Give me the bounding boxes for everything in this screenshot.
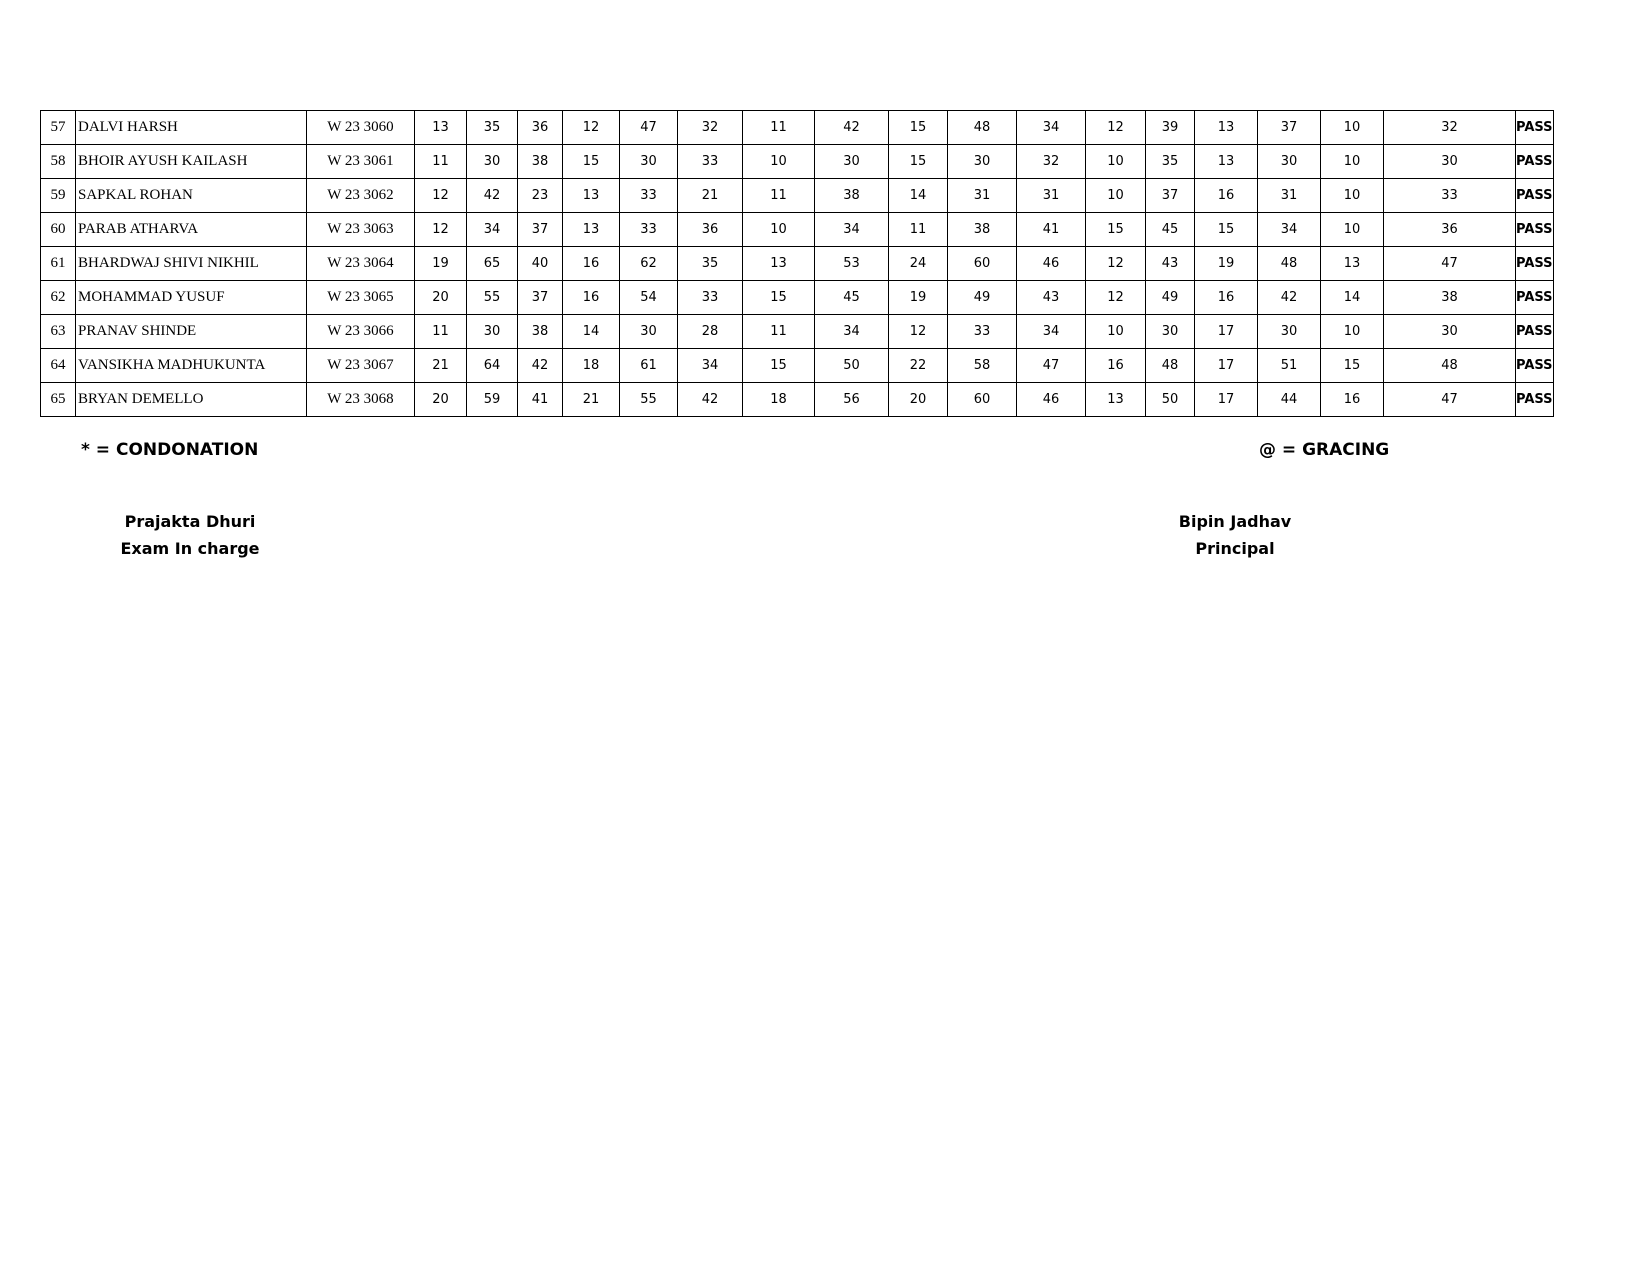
marks-cell: 13: [415, 111, 467, 145]
student-name-cell: VANSIKHA MADHUKUNTA: [76, 349, 307, 383]
marks-cell: 42: [467, 179, 518, 213]
marks-cell: 13: [1195, 145, 1258, 179]
serial-number-cell: 64: [41, 349, 76, 383]
marks-cell: 11: [743, 179, 815, 213]
marks-cell: 11: [743, 111, 815, 145]
marks-cell: 12: [1086, 111, 1146, 145]
marks-cell: 16: [1195, 179, 1258, 213]
table-body: [41, 111, 1554, 417]
marks-cell: 43: [1146, 247, 1195, 281]
seat-number-cell: W 23 3064: [307, 247, 415, 281]
marks-cell: 19: [889, 281, 948, 315]
marks-cell: 30: [467, 315, 518, 349]
marks-cell: 20: [889, 383, 948, 417]
student-name-cell: MOHAMMAD YUSUF: [76, 281, 307, 315]
marks-cell: 49: [948, 281, 1017, 315]
serial-number-cell: 62: [41, 281, 76, 315]
marks-cell: 16: [563, 281, 620, 315]
marks-cell: 41: [1017, 213, 1086, 247]
marks-cell: 37: [518, 281, 563, 315]
marks-cell: 14: [889, 179, 948, 213]
marks-cell: 47: [620, 111, 678, 145]
marks-cell: 36: [518, 111, 563, 145]
marks-cell: 38: [518, 315, 563, 349]
marks-cell: 60: [948, 383, 1017, 417]
marks-cell: 30: [815, 145, 889, 179]
marks-cell: 48: [948, 111, 1017, 145]
marks-cell: 30: [1258, 145, 1321, 179]
marks-cell: 50: [1146, 383, 1195, 417]
marks-cell: 35: [678, 247, 743, 281]
table-row: [41, 281, 1554, 315]
seat-number-cell: W 23 3061: [307, 145, 415, 179]
table-row: [41, 349, 1554, 383]
marks-cell: 53: [815, 247, 889, 281]
seat-number-cell: W 23 3065: [307, 281, 415, 315]
marks-cell: 22: [889, 349, 948, 383]
marks-cell: 37: [518, 213, 563, 247]
seat-number-cell: W 23 3066: [307, 315, 415, 349]
marks-cell: 15: [889, 111, 948, 145]
marks-cell: 32: [1384, 111, 1516, 145]
marks-cell: 15: [743, 281, 815, 315]
marks-cell: 58: [948, 349, 1017, 383]
marks-cell: 10: [1321, 179, 1384, 213]
marks-cell: 10: [743, 213, 815, 247]
marks-cell: 18: [743, 383, 815, 417]
marks-cell: 20: [415, 281, 467, 315]
signature-exam-in-charge: [110, 508, 270, 562]
marks-cell: 50: [815, 349, 889, 383]
marks-cell: 16: [563, 247, 620, 281]
serial-number-cell: 63: [41, 315, 76, 349]
marks-cell: 13: [1086, 383, 1146, 417]
marks-cell: 11: [415, 315, 467, 349]
marks-cell: 12: [1086, 247, 1146, 281]
marks-cell: 15: [563, 145, 620, 179]
marks-cell: 13: [1195, 111, 1258, 145]
marks-cell: 12: [415, 213, 467, 247]
marks-cell: 41: [518, 383, 563, 417]
marks-cell: 12: [415, 179, 467, 213]
marks-cell: 17: [1195, 383, 1258, 417]
student-name-cell: BRYAN DEMELLO: [76, 383, 307, 417]
serial-number-cell: 61: [41, 247, 76, 281]
marks-cell: 17: [1195, 315, 1258, 349]
marks-cell: 30: [1258, 315, 1321, 349]
marks-cell: 14: [563, 315, 620, 349]
marks-cell: 47: [1017, 349, 1086, 383]
marks-cell: 19: [1195, 247, 1258, 281]
marks-cell: 61: [620, 349, 678, 383]
table-row: [41, 315, 1554, 349]
marks-cell: 15: [1195, 213, 1258, 247]
marks-cell: 10: [1086, 145, 1146, 179]
marks-cell: 46: [1017, 247, 1086, 281]
marks-cell: 47: [1384, 383, 1516, 417]
marks-cell: 13: [563, 179, 620, 213]
marks-cell: 13: [1321, 247, 1384, 281]
serial-number-cell: 58: [41, 145, 76, 179]
marks-cell: 64: [467, 349, 518, 383]
marks-cell: 34: [1017, 111, 1086, 145]
marks-cell: 51: [1258, 349, 1321, 383]
marks-cell: 30: [467, 145, 518, 179]
marks-cell: 35: [1146, 145, 1195, 179]
marks-cell: 14: [1321, 281, 1384, 315]
marks-cell: 42: [518, 349, 563, 383]
marks-cell: 34: [815, 315, 889, 349]
marks-cell: 54: [620, 281, 678, 315]
marks-cell: 21: [678, 179, 743, 213]
student-name-cell: BHOIR AYUSH KAILASH: [76, 145, 307, 179]
signature-principal: [1150, 508, 1320, 562]
marks-cell: 17: [1195, 349, 1258, 383]
marks-cell: 15: [1321, 349, 1384, 383]
marks-cell: 34: [1017, 315, 1086, 349]
gracing-legend: @ = GRACING: [1259, 440, 1390, 460]
marks-cell: 38: [815, 179, 889, 213]
marks-cell: 30: [948, 145, 1017, 179]
marks-cell: 47: [1384, 247, 1516, 281]
marks-cell: 10: [1086, 179, 1146, 213]
marks-cell: 43: [1017, 281, 1086, 315]
student-name-cell: PARAB ATHARVA: [76, 213, 307, 247]
marks-cell: 46: [1017, 383, 1086, 417]
marks-cell: 20: [415, 383, 467, 417]
table-row: [41, 145, 1554, 179]
marks-cell: 33: [620, 213, 678, 247]
marks-cell: 13: [563, 213, 620, 247]
result-cell: PASS: [1516, 111, 1554, 145]
result-cell: PASS: [1516, 213, 1554, 247]
marks-cell: 10: [1321, 315, 1384, 349]
marks-cell: 21: [563, 383, 620, 417]
marks-cell: 65: [467, 247, 518, 281]
result-cell: PASS: [1516, 383, 1554, 417]
serial-number-cell: 65: [41, 383, 76, 417]
marks-cell: 45: [815, 281, 889, 315]
table-row: [41, 111, 1554, 145]
serial-number-cell: 59: [41, 179, 76, 213]
result-cell: PASS: [1516, 281, 1554, 315]
marks-cell: 33: [948, 315, 1017, 349]
signatory-title: Principal: [1195, 539, 1275, 558]
seat-number-cell: W 23 3063: [307, 213, 415, 247]
marks-cell: 33: [1384, 179, 1516, 213]
result-cell: PASS: [1516, 315, 1554, 349]
marks-cell: 15: [1086, 213, 1146, 247]
marks-cell: 18: [563, 349, 620, 383]
table-row: [41, 247, 1554, 281]
result-cell: PASS: [1516, 247, 1554, 281]
marks-cell: 31: [948, 179, 1017, 213]
marks-cell: 15: [743, 349, 815, 383]
marks-cell: 32: [678, 111, 743, 145]
marks-cell: 23: [518, 179, 563, 213]
marks-cell: 38: [518, 145, 563, 179]
marks-cell: 45: [1146, 213, 1195, 247]
student-name-cell: BHARDWAJ SHIVI NIKHIL: [76, 247, 307, 281]
marks-cell: 15: [889, 145, 948, 179]
marks-cell: 30: [620, 145, 678, 179]
marks-cell: 60: [948, 247, 1017, 281]
marks-cell: 24: [889, 247, 948, 281]
marks-cell: 34: [678, 349, 743, 383]
marks-cell: 36: [1384, 213, 1516, 247]
marks-cell: 62: [620, 247, 678, 281]
marks-cell: 34: [467, 213, 518, 247]
marks-cell: 48: [1384, 349, 1516, 383]
marks-cell: 55: [467, 281, 518, 315]
seat-number-cell: W 23 3060: [307, 111, 415, 145]
marks-cell: 12: [889, 315, 948, 349]
table-row: [41, 383, 1554, 417]
marks-cell: 30: [1384, 315, 1516, 349]
marks-cell: 10: [1321, 111, 1384, 145]
marks-cell: 12: [563, 111, 620, 145]
marks-cell: 55: [620, 383, 678, 417]
marks-cell: 30: [1146, 315, 1195, 349]
marks-cell: 48: [1146, 349, 1195, 383]
marks-cell: 35: [467, 111, 518, 145]
student-name-cell: DALVI HARSH: [76, 111, 307, 145]
marks-cell: 44: [1258, 383, 1321, 417]
marks-cell: 56: [815, 383, 889, 417]
marks-cell: 37: [1146, 179, 1195, 213]
marks-cell: 36: [678, 213, 743, 247]
marks-cell: 49: [1146, 281, 1195, 315]
seat-number-cell: W 23 3062: [307, 179, 415, 213]
seat-number-cell: W 23 3067: [307, 349, 415, 383]
result-table: [40, 110, 1554, 417]
result-cell: PASS: [1516, 145, 1554, 179]
marks-cell: 31: [1017, 179, 1086, 213]
student-name-cell: SAPKAL ROHAN: [76, 179, 307, 213]
marks-cell: 42: [815, 111, 889, 145]
table-row: [41, 179, 1554, 213]
marks-cell: 31: [1258, 179, 1321, 213]
marks-cell: 38: [948, 213, 1017, 247]
condonation-legend: * = CONDONATION: [81, 440, 259, 460]
marks-cell: 30: [620, 315, 678, 349]
marks-cell: 11: [889, 213, 948, 247]
marks-cell: 59: [467, 383, 518, 417]
marks-cell: 38: [1384, 281, 1516, 315]
result-cell: PASS: [1516, 349, 1554, 383]
result-cell: PASS: [1516, 179, 1554, 213]
marks-cell: 48: [1258, 247, 1321, 281]
signatory-name: Prajakta Dhuri: [124, 512, 256, 531]
marks-cell: 21: [415, 349, 467, 383]
serial-number-cell: 60: [41, 213, 76, 247]
marks-cell: 33: [678, 281, 743, 315]
marks-cell: 11: [415, 145, 467, 179]
marks-cell: 10: [1086, 315, 1146, 349]
marks-cell: 16: [1195, 281, 1258, 315]
marks-cell: 37: [1258, 111, 1321, 145]
marks-cell: 16: [1321, 383, 1384, 417]
marks-cell: 16: [1086, 349, 1146, 383]
marks-cell: 42: [678, 383, 743, 417]
marks-cell: 10: [1321, 213, 1384, 247]
marks-cell: 12: [1086, 281, 1146, 315]
marks-cell: 28: [678, 315, 743, 349]
marks-cell: 11: [743, 315, 815, 349]
marks-cell: 33: [620, 179, 678, 213]
marks-cell: 32: [1017, 145, 1086, 179]
marks-cell: 10: [1321, 145, 1384, 179]
seat-number-cell: W 23 3068: [307, 383, 415, 417]
signatory-title: Exam In charge: [120, 539, 260, 558]
marks-cell: 19: [415, 247, 467, 281]
student-name-cell: PRANAV SHINDE: [76, 315, 307, 349]
marks-cell: 34: [815, 213, 889, 247]
table-row: [41, 213, 1554, 247]
marks-cell: 42: [1258, 281, 1321, 315]
serial-number-cell: 57: [41, 111, 76, 145]
signatory-name: Bipin Jadhav: [1178, 512, 1292, 531]
marks-cell: 10: [743, 145, 815, 179]
marks-cell: 13: [743, 247, 815, 281]
marks-cell: 34: [1258, 213, 1321, 247]
marks-cell: 40: [518, 247, 563, 281]
marks-cell: 39: [1146, 111, 1195, 145]
marks-cell: 30: [1384, 145, 1516, 179]
marks-cell: 33: [678, 145, 743, 179]
